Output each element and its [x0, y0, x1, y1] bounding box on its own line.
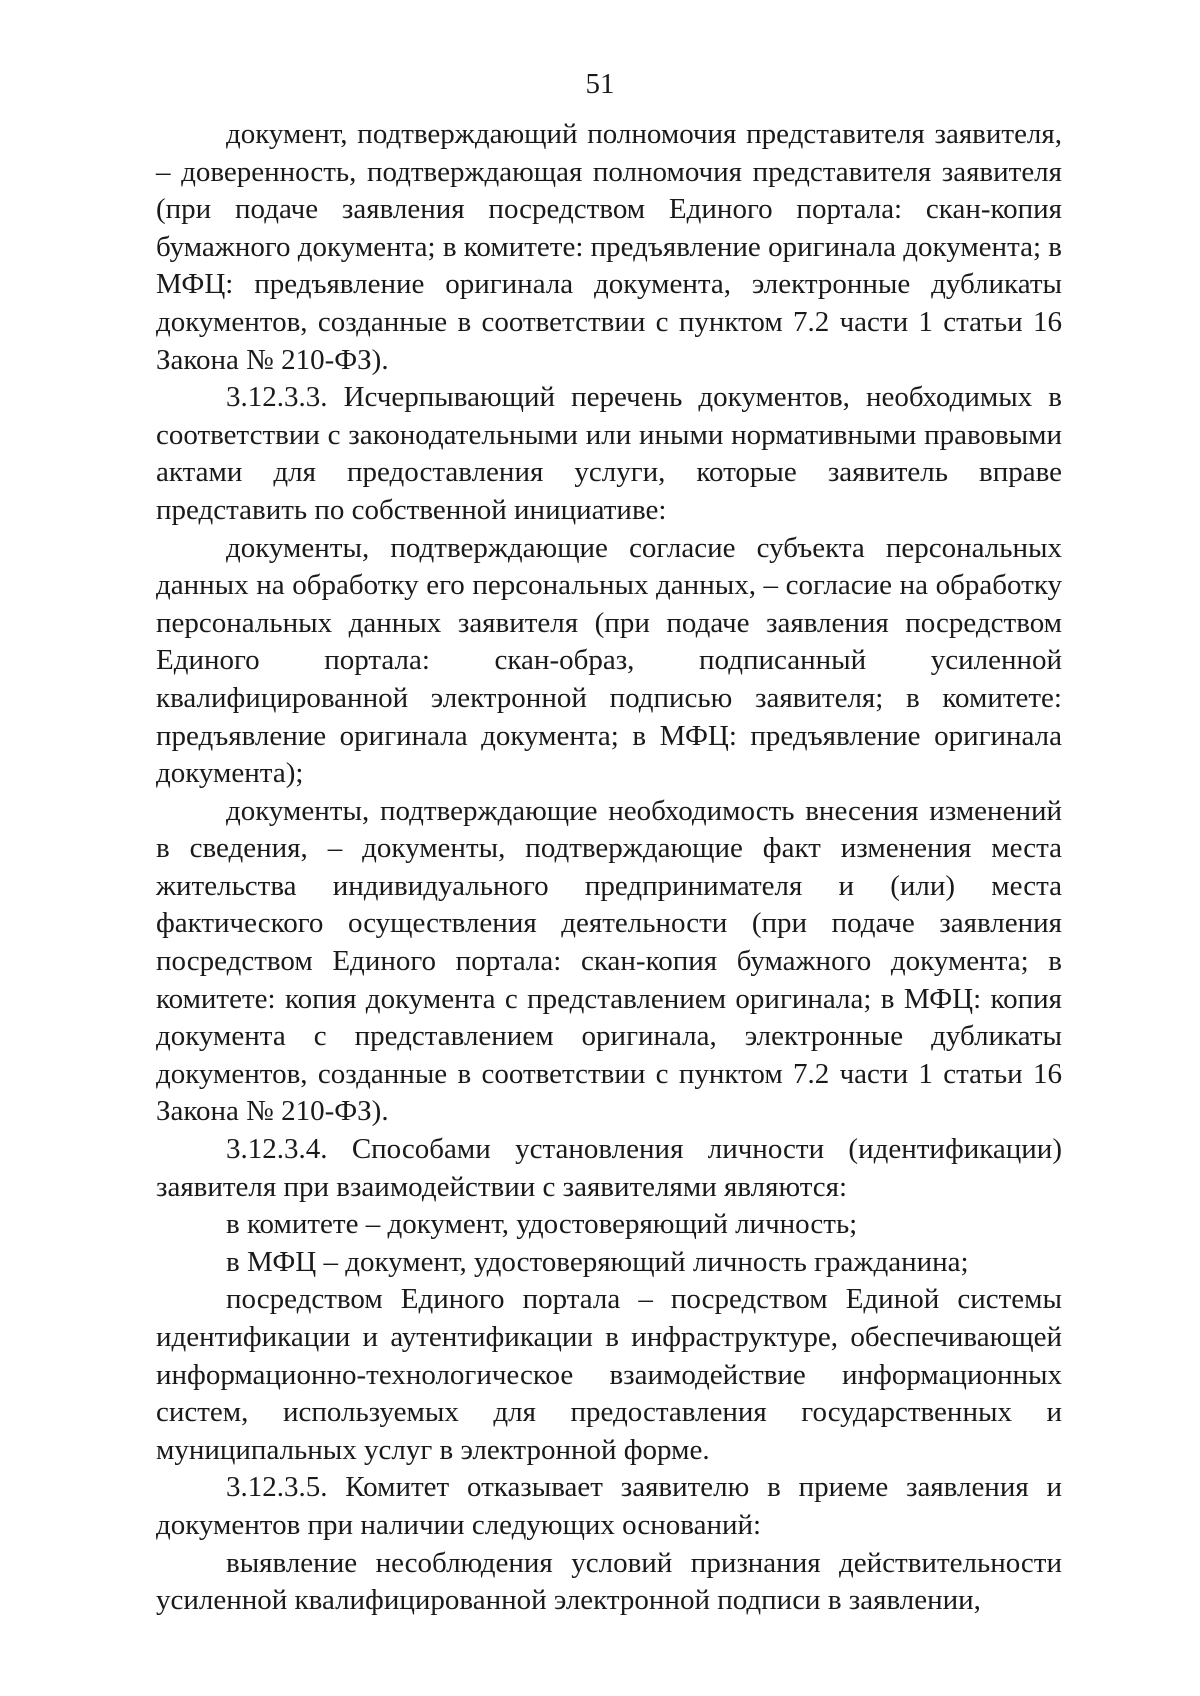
- paragraph-committee-identity: в комитете – документ, удостоверяющий личность;: [226, 1208, 858, 1241]
- paragraph-signature-validity: выявление несоблюдения условий признания действительности усиленной квалифицированной электронной подписи в заявлении,: [156, 1546, 1062, 1617]
- page-number: 51: [585, 68, 615, 100]
- paragraph-3-12-3-4: 3.12.3.4. Способами установления личности (идентификации) заявителя при взаимодействии с заявителями являются:: [156, 1133, 1062, 1203]
- paragraph-3-12-3-3: 3.12.3.3. Исчерпывающий перечень документов, необходимых в соответствии с законодательными или иными нормативными правовыми актами для предоставления услуги, которые заявитель вправе представить по собственной инициативе:: [156, 381, 1062, 526]
- document-body: [156, 116, 1062, 1620]
- paragraph-change-documents: документы, подтверждающие необходимость внесения изменений в сведения, – документы, подтверждающие факт изменения места жительства индивидуального предпринимателя и (или) места фактического осуществления деятельности (при подаче заявления посредством Единого портала: скан-копия бумажного документа; в комитете: копия документа с представлением оригинала; в МФЦ: копия документа с представлением оригинала, электронные дубликаты документов, созданные в соответствии с пунктом 7.2 части 1 статьи 16 Закона № 210-ФЗ).: [156, 794, 1062, 1128]
- paragraph-portal-identity: посредством Единого портала – посредством Единой системы идентификации и аутентификации в инфраструктуре, обеспечивающей информационно-технологическое взаимодействие информационных систем, используемых для предоставления государственных и муниципальных услуг в электронной форме.: [156, 1283, 1062, 1466]
- paragraph-representative-document: документ, подтверждающий полномочия представителя заявителя, – доверенность, подтверждающая полномочия представителя заявителя (при подаче заявления посредством Единого портала: скан-копия бумажного документа; в комитете: предъявление оригинала документа; в МФЦ: предъявление оригинала документа, электронные дубликаты документов, созданные в соответствии с пунктом 7.2 части 1 статьи 16 Закона № 210-ФЗ).: [156, 118, 1062, 376]
- paragraph-mfc-identity: в МФЦ – документ, удостоверяющий личность гражданина;: [226, 1245, 969, 1278]
- paragraph-consent-documents: документы, подтверждающие согласие субъекта персональных данных на обработку его персональных данных, – согласие на обработку персональных данных заявителя (при подаче заявления посредством Единого портала: скан-образ, подписанный усиленной квалифицированной электронной подписью заявителя; в комитете: предъявление оригинала документа; в МФЦ: предъявление оригинала документа);: [156, 531, 1062, 790]
- paragraph-3-12-3-5: 3.12.3.5. Комитет отказывает заявителю в приеме заявления и документов при наличии следующих оснований:: [156, 1471, 1062, 1541]
